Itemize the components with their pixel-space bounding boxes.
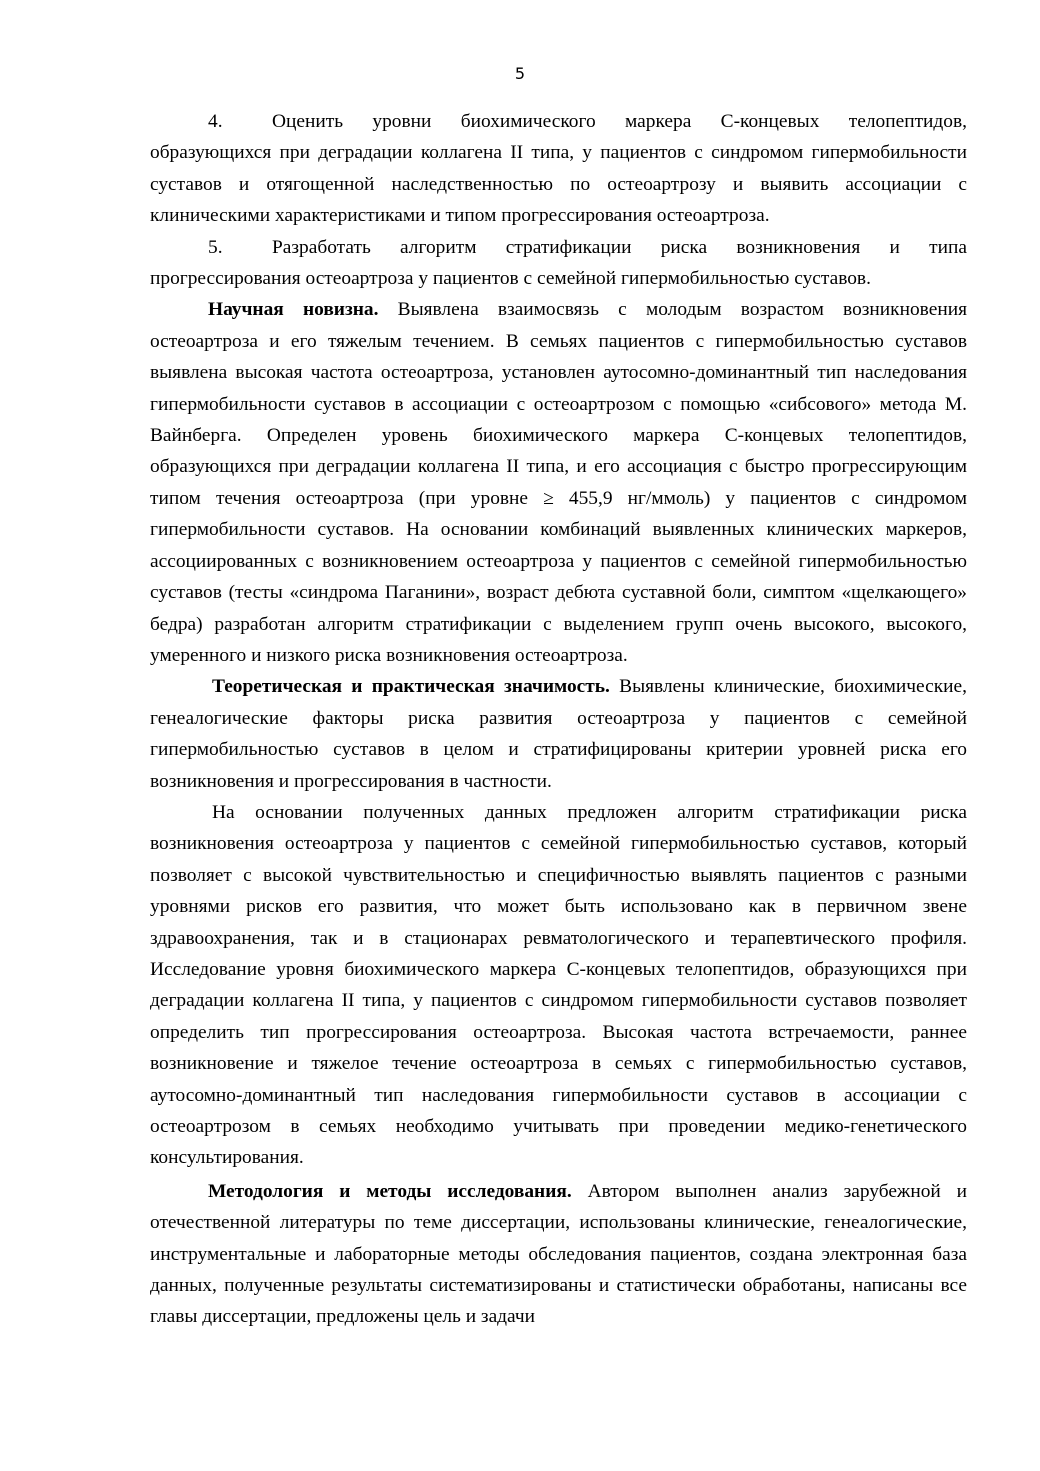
list-item-number: 5.	[208, 236, 223, 258]
novelty-heading: Научная новизна.	[208, 299, 379, 321]
list-item-4	[150, 106, 967, 232]
list-item-number: 4.	[208, 111, 223, 132]
page-body	[150, 106, 967, 1333]
list-item-text: Разработать алгоритм стратификации риска возникновения и типа прогрессирования остеоартроза у пациентов с семейной гипермобильностью суставов.	[150, 236, 967, 290]
significance-text: Выявлены клинические, биохимические, генеалогические факторы риска развития остеоартроза у пациентов с семейной гипермобильностью суставов в целом и стратифицированы критерии уровней риска его возникновения и прогрессирования в частности.	[150, 676, 967, 792]
list-item-5	[150, 232, 967, 295]
significance-heading: Теоретическая и практическая значимость.	[212, 676, 610, 698]
novelty-text: Выявлена взаимосвязь с молодым возрастом возникновения остеоартроза и его тяжелым течением. В семьях пациентов с гипермобильностью суставов выявлена высокая частота остеоартроза, установлен аутосомно-доминантный тип наследования гипермобильности суставов в ассоциации с остеоартрозом с помощью «сибсового» метода М. Вайнберга. Определен уровень биохимического маркера С-концевых телопептидов, образующихся при деградации коллагена II типа, и его ассоциация с быстро прогрессирующим типом течения остеоартроза (при уровне ≥ 455,9 нг/ммоль) у пациентов с синдромом гипермобильности суставов. На основании комбинаций выявленных клинических маркеров, ассоциированных с возникновением остеоартроза у пациентов с семейной гипермобильностью суставов (тесты «синдрома Паганини», возраст дебюта суставной боли, симптом «щелкающего» бедра) разработан алгоритм стратификации с выделением групп очень высокого, высокого, умеренного и низкого риска возникновения остеоартроза.	[150, 299, 967, 666]
practical-paragraph: На основании полученных данных предложен алгоритм стратификации риска возникновения остеоартроза у пациентов с семейной гипермобильностью суставов, который позволяет с высокой чувствительностью и специфичностью выявлять пациентов с разными уровнями рисков его развития, что может быть использовано как в первичном звене здравоохранения, так и в стационарах ревматологического и терапевтического профиля. Исследование уровня биохимического маркера С-концевых телопептидов, образующихся при деградации коллагена II типа, у пациентов с синдромом гипермобильности суставов позволяет определить тип прогрессирования остеоартроза. Высокая частота встречаемости, раннее возникновение и тяжелое течение остеоартроза в семьях с гипермобильностью суставов, аутосомно-доминантный тип наследования гипермобильности суставов в ассоциации с остеоартрозом в семьях необходимо учитывать при проведении медико-генетического консультирования.	[150, 801, 967, 1169]
significance-paragraph	[150, 671, 967, 797]
novelty-paragraph	[150, 294, 967, 671]
methodology-paragraph	[150, 1176, 967, 1333]
list-item-text: Оценить уровни биохимического маркера С-концевых телопептидов, образующихся при деградации коллагена II типа, у пациентов с синдромом гипермобильности суставов и отягощенной наследственностью по остеоартрозу и выявить ассоциации с клиническими характеристиками и типом прогрессирования остеоартроза.	[150, 111, 967, 227]
methodology-text: Автором выполнен анализ зарубежной и отечественной литературы по теме диссертации, использованы клинические, генеалогические, инструментальные и лабораторные методы обследования пациентов, создана электронная база данных, полученные результаты систематизированы и статистически обработаны, написаны все главы диссертации, предложены цель и задачи	[150, 1180, 968, 1328]
page-number: 5	[514, 64, 526, 83]
methodology-heading: Методология и методы исследования.	[208, 1180, 572, 1202]
